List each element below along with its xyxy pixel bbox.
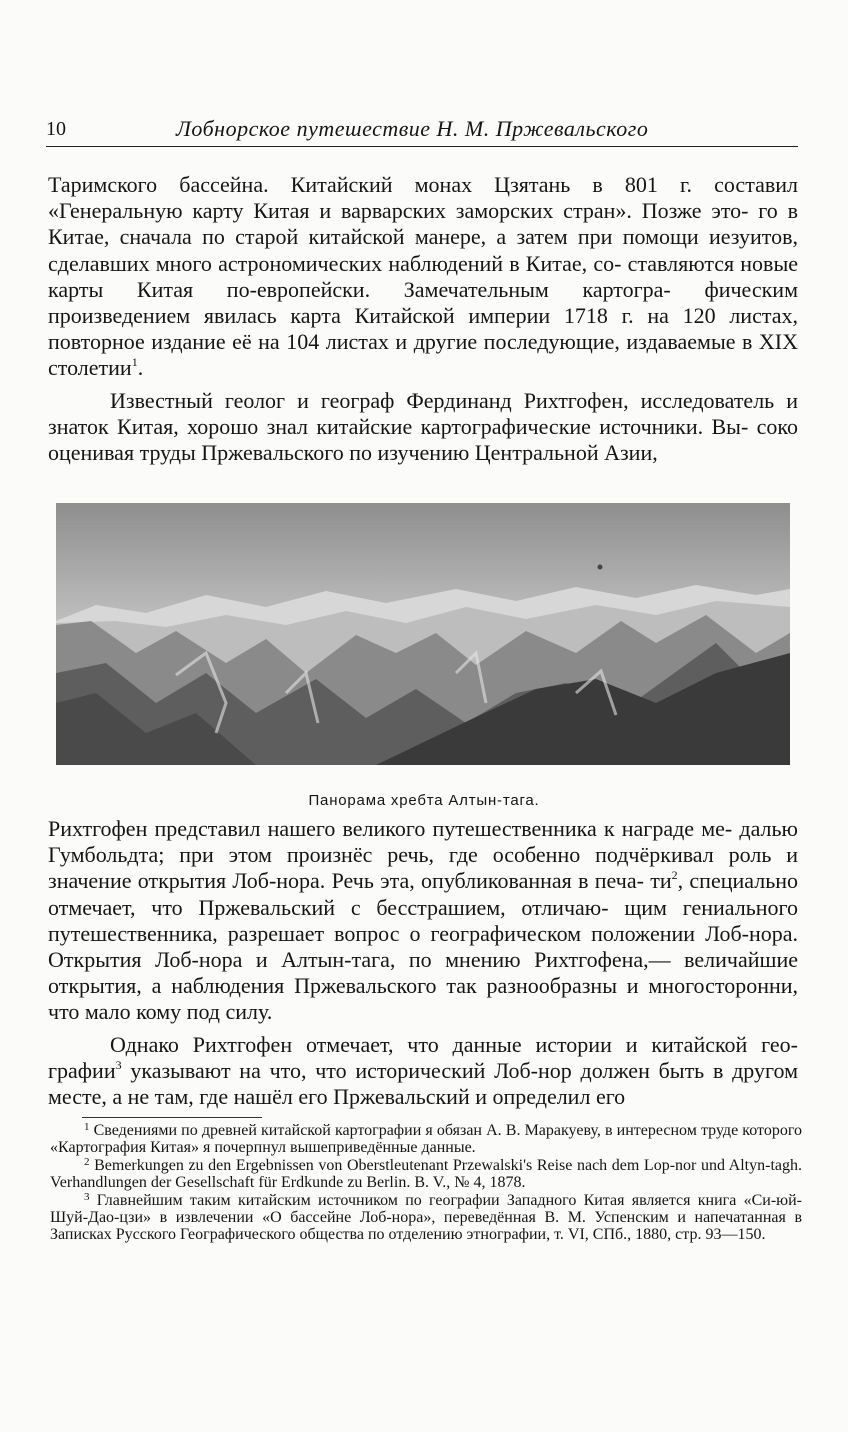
text-line: ти	[650, 868, 672, 894]
text-line: «Генеральную карту Китая и варварских заморских стран». Позже это-	[48, 198, 749, 224]
footnote-mark: 3	[84, 1191, 90, 1204]
text-line: Рихтгофен представил нашего великого путешественника к награде ме-	[48, 816, 733, 841]
text-line: фическим произведением явилась карта Китайской империи 1718 г. на	[48, 276, 798, 329]
text-line: знаток Китая, хорошо знал китайские картографические источники. Вы-	[48, 413, 749, 439]
text-line: иезуитов, сделавших много астрономических наблюдений в Китае, со-	[48, 224, 798, 276]
text-line: далью Гумбольдта; при этом произнёс речь, где особенно подчёркивал	[48, 816, 798, 868]
mountain-panorama-image	[56, 503, 790, 765]
running-header	[46, 116, 798, 147]
text-line: другом месте, а не там, где нашёл его Пржевальский и определил его	[48, 1057, 798, 1110]
text-line: Однако Рихтгофен отмечает, что данные истории и китайской гео-	[110, 1031, 798, 1057]
footnote-text: Главнейшим таким китайским источником по географии Западного Китая является книга «Си-юй-Шуй-Дао-цзи» в извлечении «О бассейне Лоб-нора», переведённая В. М. Успенским и напечатанная в Записках Русского Географического общества по отделению этнографии, т. VI, СПб., 1880, стр. 93—150.	[50, 1192, 802, 1243]
text-line: Известный геолог и географ Фердинанд Рихтгофен, исследователь и	[110, 387, 798, 413]
top-text-block	[48, 172, 798, 466]
paragraph-3	[48, 816, 798, 1026]
footnote-ref-1: 1	[131, 355, 138, 370]
footnote-mark: 1	[84, 1121, 90, 1133]
text-line: соко оценивая труды Пржевальского по изучению Центральной Азии,	[48, 413, 799, 466]
footnote-text: Сведениями по древней китайской картографии я обязан А. В. Маракуеву, в интересном труде которого «Картография Китая» я почерпнул вышеприведённые данные.	[50, 1122, 802, 1156]
text-line: ставляются новые карты Китая по-европейски. Замечательным картогра-	[48, 250, 798, 302]
altyn-tagh-panorama-photo	[56, 503, 790, 765]
bottom-text-block	[48, 816, 798, 1110]
footnotes-block	[50, 1123, 802, 1245]
footnote-3	[50, 1193, 802, 1243]
page-number: 10	[46, 118, 66, 140]
text-punct: .	[137, 355, 144, 381]
footnote-divider	[82, 1117, 262, 1118]
text-line: , специально отмечает, что Пржевальский с бесстрашием, отличаю-	[48, 868, 798, 920]
text-line: положении Лоб-нора. Открытия Лоб-нора и Алтын-тага, по мнению	[48, 920, 799, 973]
footnote-mark: 2	[84, 1156, 90, 1169]
running-title: Лобнорское путешествие Н. М. Пржевальского	[176, 116, 649, 141]
text-line: го в Китае, сначала по старой китайской манере, а затем при помощи	[48, 198, 798, 250]
paragraph-4	[48, 1032, 798, 1111]
text-line: графии	[48, 1057, 116, 1083]
text-line: щим гениального путешественника, разрешает вопрос о географическом	[48, 894, 799, 946]
text-line: издаваемые в XIX столетии	[48, 329, 799, 381]
figure-caption: Панорама хребта Алтын-тага.	[308, 792, 540, 809]
footnote-1	[50, 1123, 802, 1156]
text-line: Рихтгофена,— величайшие открытия, а наблюдения Пржевальского так	[48, 947, 799, 999]
text-line: роль и значение открытия Лоб-нора. Речь эта, опубликованная в печа-	[48, 842, 798, 894]
text-line: Таримского бассейна. Китайский монах Цзятань в 801 г. составил	[48, 172, 798, 197]
text-line: 120 листах, повторное издание её на 104 листах и другие последующие,	[48, 303, 798, 355]
footnote-2	[50, 1158, 802, 1191]
text-line: указывают на что, что исторический Лоб-нор должен быть в	[121, 1057, 724, 1083]
text-line: разнообразны и многосторонни, что мало кому под силу.	[48, 973, 799, 1025]
paragraph-1	[48, 172, 798, 382]
footnote-ref-2: 2	[671, 868, 678, 883]
footnote-ref-3: 3	[115, 1057, 122, 1072]
paragraph-2	[48, 388, 798, 467]
footnote-text: Bemerkungen zu den Ergebnissen von Oberstleutenant Przewalski's Reise nach dem Lop-nor und Altyn-tagh. Verhandlungen der Gesellschaft für Erdkunde zu Berlin. B. V., № 4, 1878.	[50, 1157, 802, 1191]
